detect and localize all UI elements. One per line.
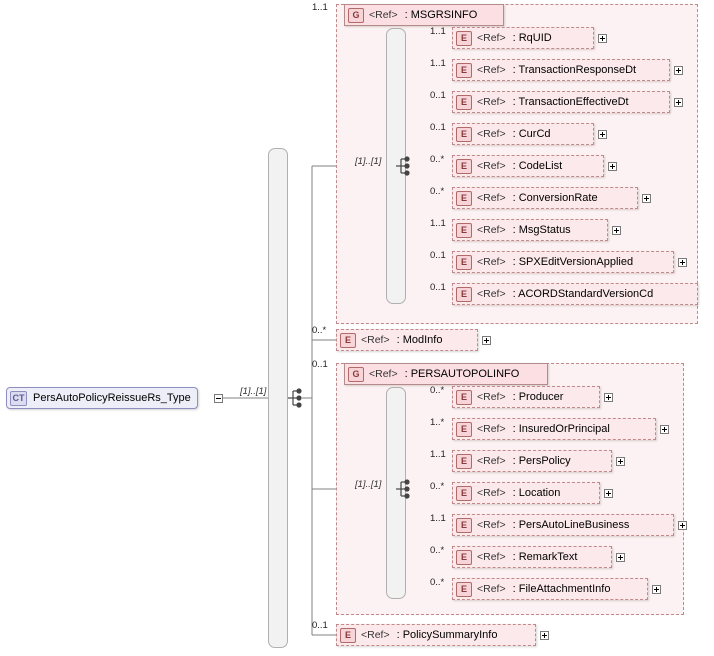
- child-cardinality: 0..*: [430, 186, 445, 197]
- expand-toggle-transactioneffectivedt[interactable]: [674, 98, 683, 107]
- expand-toggle-rquid[interactable]: [598, 34, 607, 43]
- child-cardinality: 0..1: [430, 90, 446, 101]
- element-name-curcd: : CurCd: [512, 128, 551, 140]
- group-badge: G: [348, 8, 364, 23]
- group-node-persautopolinfo[interactable]: [344, 363, 548, 385]
- element-node-remarktext[interactable]: [452, 546, 612, 568]
- child-cardinality: 1..1: [430, 218, 446, 229]
- child-cardinality: 0..1: [430, 282, 446, 293]
- expand-toggle-policysummaryinfo[interactable]: [540, 631, 549, 640]
- element-ref-tag: <Ref>: [477, 551, 506, 563]
- expand-toggle-persautolinebusiness[interactable]: [678, 521, 687, 530]
- element-node-persautolinebusiness[interactable]: [452, 514, 674, 536]
- element-name-acordstandardversioncd: : ACORDStandardVersionCd: [512, 288, 654, 300]
- element-name-modinfo: : ModInfo: [396, 334, 443, 346]
- expand-toggle-spxeditversionapplied[interactable]: [678, 258, 687, 267]
- modinfo-cardinality: 0..*: [312, 325, 327, 336]
- element-ref-tag: <Ref>: [477, 288, 506, 300]
- main-sequence-connector-icon: [288, 388, 306, 408]
- expand-toggle-insuredorprincipal[interactable]: [660, 425, 669, 434]
- element-badge: E: [456, 159, 472, 174]
- child-cardinality: 0..*: [430, 545, 445, 556]
- msgrsinfo-inner-cardinality: [1]..[1]: [355, 156, 382, 167]
- element-badge: E: [456, 223, 472, 238]
- element-node-location[interactable]: [452, 482, 600, 504]
- complex-type-badge: CT: [10, 391, 27, 406]
- element-name-location: : Location: [512, 487, 561, 499]
- element-node-acordstandardversioncd[interactable]: [452, 283, 698, 305]
- child-cardinality: 1..1: [430, 513, 446, 524]
- child-cardinality: 0..*: [430, 577, 445, 588]
- element-badge: E: [456, 287, 472, 302]
- main-sequence-bar: [268, 148, 288, 648]
- child-cardinality: 1..*: [430, 417, 445, 428]
- element-name-transactioneffectivedt: : TransactionEffectiveDt: [512, 96, 629, 108]
- element-ref-tag: <Ref>: [477, 391, 506, 403]
- child-cardinality: 0..*: [430, 154, 445, 165]
- child-cardinality: 0..*: [430, 385, 445, 396]
- element-node-perspolicy[interactable]: [452, 450, 612, 472]
- element-ref-tag: <Ref>: [477, 128, 506, 140]
- element-node-curcd[interactable]: [452, 123, 594, 145]
- element-name-persautolinebusiness: : PersAutoLineBusiness: [512, 519, 630, 531]
- element-node-rquid[interactable]: [452, 27, 594, 49]
- element-badge: E: [456, 582, 472, 597]
- root-cardinality: [1]..[1]: [240, 386, 267, 397]
- element-node-policysummaryinfo[interactable]: [336, 624, 536, 646]
- element-badge: E: [456, 191, 472, 206]
- element-badge: E: [456, 518, 472, 533]
- group-badge: G: [348, 367, 364, 382]
- group-msgrsinfo-cardinality: 1..1: [312, 2, 328, 13]
- element-ref-tag: <Ref>: [477, 96, 506, 108]
- child-cardinality: 1..1: [430, 449, 446, 460]
- expand-toggle-perspolicy[interactable]: [616, 457, 625, 466]
- element-node-transactioneffectivedt[interactable]: [452, 91, 670, 113]
- root-type-label: PersAutoPolicyReissueRs_Type: [33, 392, 191, 404]
- element-ref-tag: <Ref>: [477, 256, 506, 268]
- child-cardinality: 1..1: [430, 58, 446, 69]
- element-badge: E: [340, 628, 356, 643]
- element-ref-tag: <Ref>: [477, 160, 506, 172]
- element-badge: E: [456, 127, 472, 142]
- expand-toggle-fileattachmentinfo[interactable]: [652, 585, 661, 594]
- element-badge: E: [456, 95, 472, 110]
- element-ref-tag: <Ref>: [477, 192, 506, 204]
- element-name-perspolicy: : PersPolicy: [512, 455, 571, 467]
- element-badge: E: [456, 63, 472, 78]
- element-badge: E: [456, 486, 472, 501]
- element-name-rquid: : RqUID: [512, 32, 552, 44]
- element-node-msgstatus[interactable]: [452, 219, 608, 241]
- child-cardinality: 0..*: [430, 481, 445, 492]
- element-node-transactionresponsedt[interactable]: [452, 59, 670, 81]
- element-badge: E: [456, 454, 472, 469]
- persautopolinfo-sequence-connector-icon: [396, 479, 414, 499]
- group-persautopolinfo-cardinality: 0..1: [312, 359, 328, 370]
- element-name-msgstatus: : MsgStatus: [512, 224, 571, 236]
- root-complex-type-box[interactable]: [6, 387, 198, 409]
- element-name-codelist: : CodeList: [512, 160, 563, 172]
- element-badge: E: [456, 422, 472, 437]
- element-node-modinfo[interactable]: [336, 329, 478, 351]
- element-name-policysummaryinfo: : PolicySummaryInfo: [396, 629, 498, 641]
- element-node-fileattachmentinfo[interactable]: [452, 578, 648, 600]
- policysummaryinfo-cardinality: 0..1: [312, 620, 328, 631]
- element-ref-tag: <Ref>: [361, 334, 390, 346]
- child-cardinality: 0..1: [430, 250, 446, 261]
- child-cardinality: 0..1: [430, 122, 446, 133]
- element-ref-tag: <Ref>: [477, 583, 506, 595]
- element-name-producer: : Producer: [512, 391, 564, 403]
- element-badge: E: [340, 333, 356, 348]
- element-node-conversionrate[interactable]: [452, 187, 638, 209]
- element-ref-tag: <Ref>: [477, 455, 506, 467]
- expand-toggle-producer[interactable]: [604, 393, 613, 402]
- element-name-fileattachmentinfo: : FileAttachmentInfo: [512, 583, 611, 595]
- element-ref-tag: <Ref>: [361, 629, 390, 641]
- element-ref-tag: <Ref>: [477, 32, 506, 44]
- element-node-spxeditversionapplied[interactable]: [452, 251, 674, 273]
- group-ref-tag: <Ref>: [369, 368, 398, 380]
- expand-toggle-remarktext[interactable]: [616, 553, 625, 562]
- expand-toggle-conversionrate[interactable]: [642, 194, 651, 203]
- group-name-msgrsinfo: : MSGRSINFO: [404, 9, 478, 21]
- root-collapse-toggle[interactable]: [214, 394, 223, 403]
- element-badge: E: [456, 255, 472, 270]
- group-ref-tag: <Ref>: [369, 9, 398, 21]
- element-badge: E: [456, 550, 472, 565]
- element-name-spxeditversionapplied: : SPXEditVersionApplied: [512, 256, 634, 268]
- element-name-transactionresponsedt: : TransactionResponseDt: [512, 64, 637, 76]
- child-cardinality: 1..1: [430, 26, 446, 37]
- element-name-remarktext: : RemarkText: [512, 551, 578, 563]
- element-name-insuredorprincipal: : InsuredOrPrincipal: [512, 423, 610, 435]
- element-node-insuredorprincipal[interactable]: [452, 418, 656, 440]
- element-badge: E: [456, 390, 472, 405]
- group-node-msgrsinfo[interactable]: [344, 4, 504, 26]
- expand-toggle-msgstatus[interactable]: [612, 226, 621, 235]
- element-ref-tag: <Ref>: [477, 487, 506, 499]
- element-ref-tag: <Ref>: [477, 519, 506, 531]
- expand-toggle-transactionresponsedt[interactable]: [674, 66, 683, 75]
- expand-toggle-location[interactable]: [604, 489, 613, 498]
- element-name-conversionrate: : ConversionRate: [512, 192, 598, 204]
- element-badge: E: [456, 31, 472, 46]
- msgrsinfo-sequence-connector-icon: [396, 156, 414, 176]
- element-ref-tag: <Ref>: [477, 64, 506, 76]
- expand-toggle-codelist[interactable]: [608, 162, 617, 171]
- element-node-codelist[interactable]: [452, 155, 604, 177]
- element-ref-tag: <Ref>: [477, 423, 506, 435]
- group-name-persautopolinfo: : PERSAUTOPOLINFO: [404, 368, 520, 380]
- element-node-producer[interactable]: [452, 386, 600, 408]
- expand-toggle-modinfo[interactable]: [482, 336, 491, 345]
- element-ref-tag: <Ref>: [477, 224, 506, 236]
- expand-toggle-curcd[interactable]: [598, 130, 607, 139]
- persautopolinfo-inner-cardinality: [1]..[1]: [355, 479, 382, 490]
